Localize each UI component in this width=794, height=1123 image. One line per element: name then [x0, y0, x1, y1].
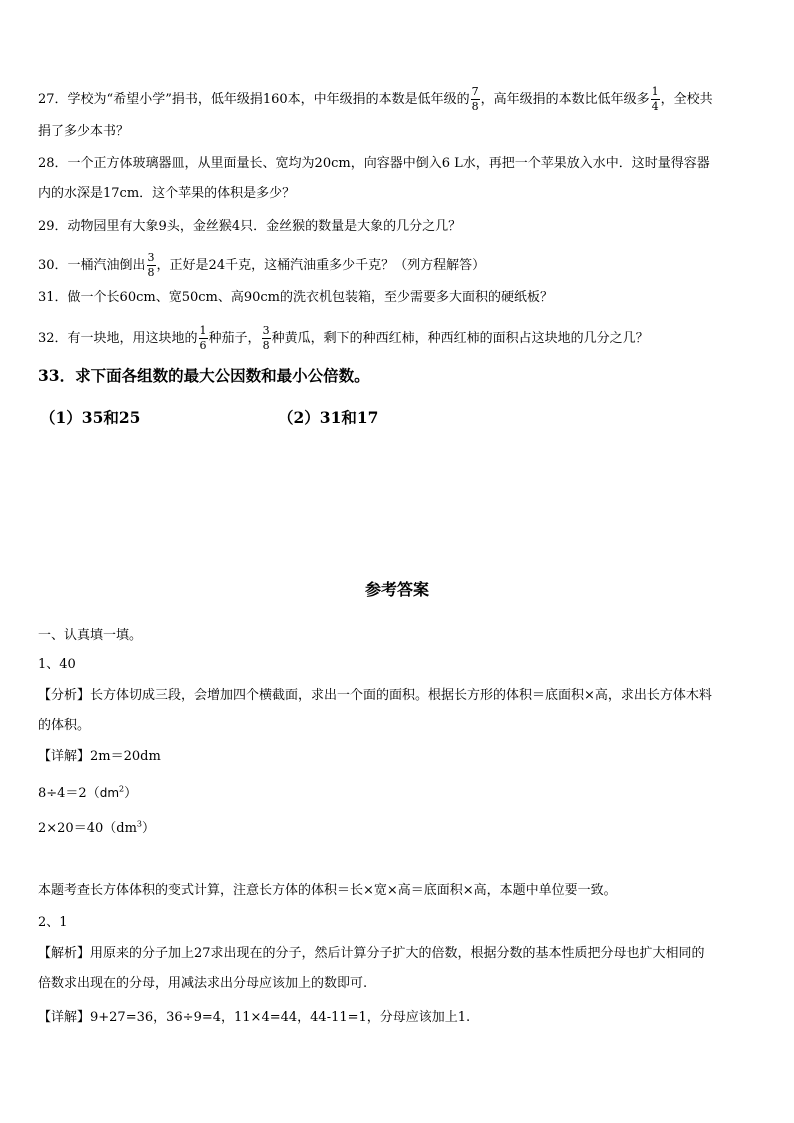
answer-2-detail: 【详解】9+27=36，36÷9=4，11×4=44，44-11=1，分母应该加上1.: [38, 1010, 471, 1025]
answer-1-calc2: [38, 819, 155, 839]
q27-text-c: ，全校共: [660, 92, 713, 107]
q32-text-a: 32．有一块地，用这块地的: [38, 331, 198, 346]
fraction-denominator: 4: [651, 100, 659, 113]
question-27-line1: [38, 86, 713, 113]
fraction-1-6: [199, 325, 208, 352]
q32-text-c: 种黄瓜，剩下的种西红柿，种西红柿的面积占这块地的几分之几？: [271, 331, 649, 346]
answer-2-analysis-line2: 倍数求出现在的分母，用减法求出分母应该加上的数即可.: [38, 976, 368, 991]
answer-2-analysis-line1: 【解析】用原来的分子加上27求出现在的分子，然后计算分子扩大的倍数，根据分数的基本性质把分母也扩大相同的: [38, 946, 705, 961]
fraction-numerator: 7: [471, 85, 479, 98]
answers-heading: 参考答案: [364, 580, 429, 599]
fraction-3-8-b: [262, 325, 271, 352]
answers-section-title: 一、认真填一填。: [38, 628, 143, 643]
fraction-3-8: [147, 252, 156, 279]
fraction-numerator: 3: [147, 251, 155, 264]
calc1-main: 8÷4＝2（: [38, 786, 100, 801]
q30-text-b: ，正好是24千克，这桶汽油重多少千克？（列方程解答）: [156, 258, 486, 273]
question-28-line2: 内的水深是17cm．这个苹果的体积是多少？: [38, 186, 296, 201]
fraction-1-4: [651, 86, 660, 113]
q27-text-a: 27．学校为“希望小学”捐书，低年级捐160本，中年级捐的本数是低年级的: [38, 92, 470, 107]
question-33-part2: （2）31和17: [278, 408, 379, 427]
calc2-main: 2×20＝40（dm: [38, 821, 137, 836]
calc1-exponent: 2: [119, 784, 125, 794]
q27-text-b: ，高年级捐的本数比低年级多: [480, 92, 650, 107]
fraction-numerator: 1: [651, 85, 659, 98]
fraction-numerator: 1: [199, 324, 207, 337]
fraction-denominator: 8: [262, 339, 270, 352]
answer-2-label: 2、1: [38, 915, 68, 930]
question-28-line1: 28．一个正方体玻璃器皿，从里面量长、宽均为20cm，向容器中倒入6 L水，再把一个苹果放入水中．这时量得容器: [38, 156, 710, 171]
question-30: [38, 252, 485, 279]
answer-1-calc1: [38, 783, 137, 804]
fraction-denominator: 8: [147, 266, 155, 279]
question-27-line2: 捐了多少本书？: [38, 124, 130, 139]
fraction-denominator: 8: [471, 100, 479, 113]
answer-1-analysis-line1: 【分析】长方体切成三段，会增加四个横截面，求出一个面的面积。根据长方形的体积＝底面积×高，求出长方体木料: [38, 688, 712, 703]
fraction-denominator: 6: [199, 339, 207, 352]
fraction-numerator: 3: [262, 324, 270, 337]
fraction-7-8: [471, 86, 480, 113]
answer-1-detail: 【详解】2m＝20dm: [38, 749, 161, 764]
question-29: 29．动物园里有大象9头，金丝猴4只．金丝猴的数量是大象的几分之几？: [38, 219, 462, 234]
calc1-close: ）: [124, 786, 138, 801]
question-31: 31．做一个长60cm、宽50cm、高90cm的洗衣机包装箱，至少需要多大面积的硬纸板？: [38, 290, 553, 305]
question-33-title: 33．求下面各组数的最大公因数和最小公倍数。: [38, 366, 370, 385]
q32-text-b: 种茄子，: [208, 331, 261, 346]
calc1-unit: dm: [99, 786, 120, 800]
calc2-close: ）: [142, 821, 156, 836]
answer-1-analysis-line2: 的体积。: [38, 718, 91, 733]
question-32: [38, 325, 649, 352]
answer-1-summary: 本题考查长方体体积的变式计算，注意长方体的体积＝长×宽×高＝底面积×高，本题中单位要一致。: [38, 883, 617, 898]
calc2-exponent: 3: [136, 819, 142, 829]
q30-text-a: 30．一桶汽油倒出: [38, 258, 146, 273]
question-33-part1: （1）35和25: [40, 408, 141, 427]
answer-1-label: 1、40: [38, 657, 76, 672]
